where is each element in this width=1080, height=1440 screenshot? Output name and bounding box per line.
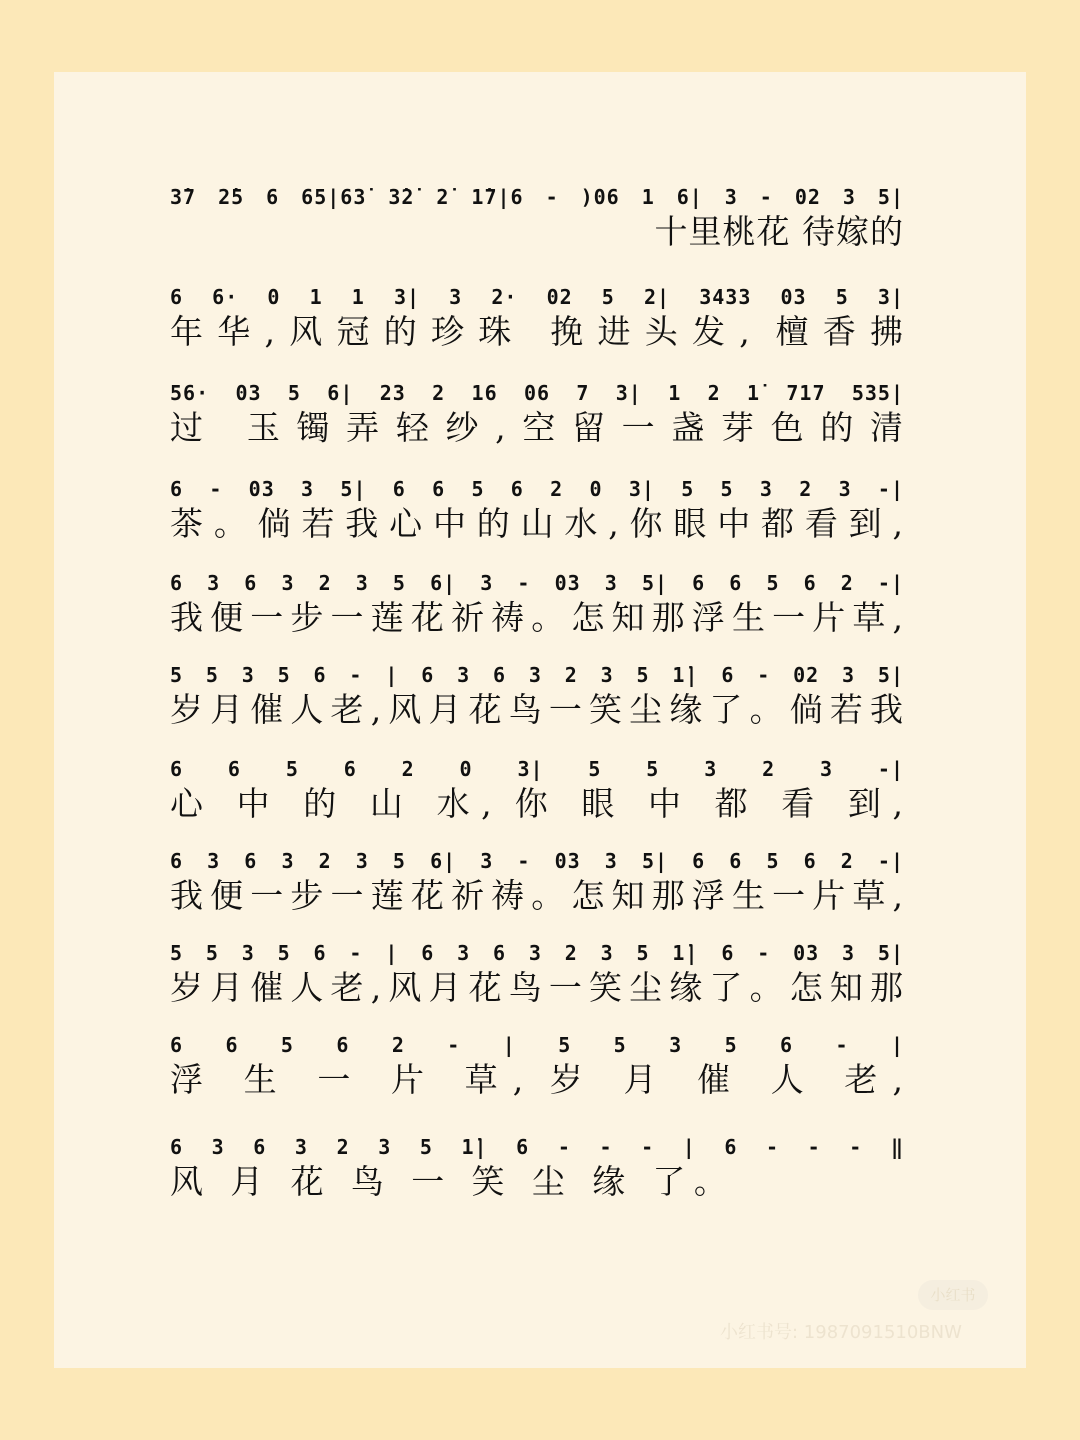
- lyrics-line: 心 中 的 山 水, 你 眼 中 都 看 到,: [170, 784, 904, 823]
- notation-line: 56· 03 5 6| 23 2 16 06 7 3| 1 2 1̇ 717 535|: [170, 381, 904, 405]
- notation-line: 6 - 03 3 5| 6 6 5 6 2 0 3| 5 5 3 2 3 -|: [170, 477, 904, 501]
- score-line: [170, 754, 904, 824]
- lyrics-line: 岁月催人老,风月花鸟一笑尘缘了。怎知那: [170, 968, 904, 1007]
- lyrics-line: 十里桃花 待嫁的: [654, 212, 904, 251]
- app-logo-badge: 小红书: [918, 1280, 988, 1310]
- score-line: [170, 474, 904, 544]
- score-line: [170, 846, 904, 916]
- notation-line: 6 6· 0 1 1 3| 3 2· 02 5 2| 3433 03 5 3|: [170, 285, 904, 309]
- notation-line: 6 3 6 3 2 3 5 1̇| 6 - - - | 6 - - - ‖: [170, 1135, 904, 1159]
- lyrics-line: 我便一步一莲花祈祷。怎知那浮生一片草,: [170, 876, 904, 915]
- notation-line: 5 5 3 5 6 - | 6 3 6 3 2 3 5 1̇| 6 - 02 3 5|: [170, 663, 904, 687]
- notation-line: 5 5 3 5 6 - | 6 3 6 3 2 3 5 1̇| 6 - 03 3 5|: [170, 941, 904, 965]
- notation-line: 3̇7 2̇5 6 65|63̇ 3̇2̇ 2̇ 1̇7|6 - )06 1 6| 3 - 02 3 5|: [170, 185, 904, 209]
- watermark: 小红书号: 1987091510BNW: [720, 1322, 962, 1343]
- score-line: [170, 660, 904, 730]
- notation-line: 6 6 5 6 2 0 3| 5 5 3 2 3 -|: [170, 757, 904, 781]
- notation-line: 6 3 6 3 2 3 5 6| 3 - 03 3 5| 6 6 5 6 2 -|: [170, 849, 904, 873]
- score-line: [170, 1030, 904, 1100]
- score-line: [170, 182, 904, 252]
- lyrics-line: 茶。倘若我心中的山水,你眼中都看到,: [170, 504, 904, 543]
- notation-line: 6 6 5 6 2 - | 5 5 3 5 6 - |: [170, 1033, 904, 1057]
- lyrics-line: 过 玉镯弄轻纱,空留一盏芽色的清: [170, 408, 904, 447]
- score-line: [170, 282, 904, 352]
- lyrics-line: 风 月 花 鸟 一 笑 尘 缘 了。: [170, 1162, 728, 1201]
- lyrics-line: 浮 生 一 片 草, 岁 月 催 人 老,: [170, 1060, 904, 1099]
- notation-line: 6 3 6 3 2 3 5 6| 3 - 03 3 5| 6 6 5 6 2 -|: [170, 571, 904, 595]
- lyrics-line: 岁月催人老,风月花鸟一笑尘缘了。倘若我: [170, 690, 904, 729]
- score-line: [170, 378, 904, 448]
- score-line: [170, 938, 904, 1008]
- lyrics-line: 年华,风冠的珍珠 挽进头发, 檀香拂: [170, 312, 904, 351]
- lyrics-line: 我便一步一莲花祈祷。怎知那浮生一片草,: [170, 598, 904, 637]
- score-line: [170, 1132, 904, 1202]
- score-line: [170, 568, 904, 638]
